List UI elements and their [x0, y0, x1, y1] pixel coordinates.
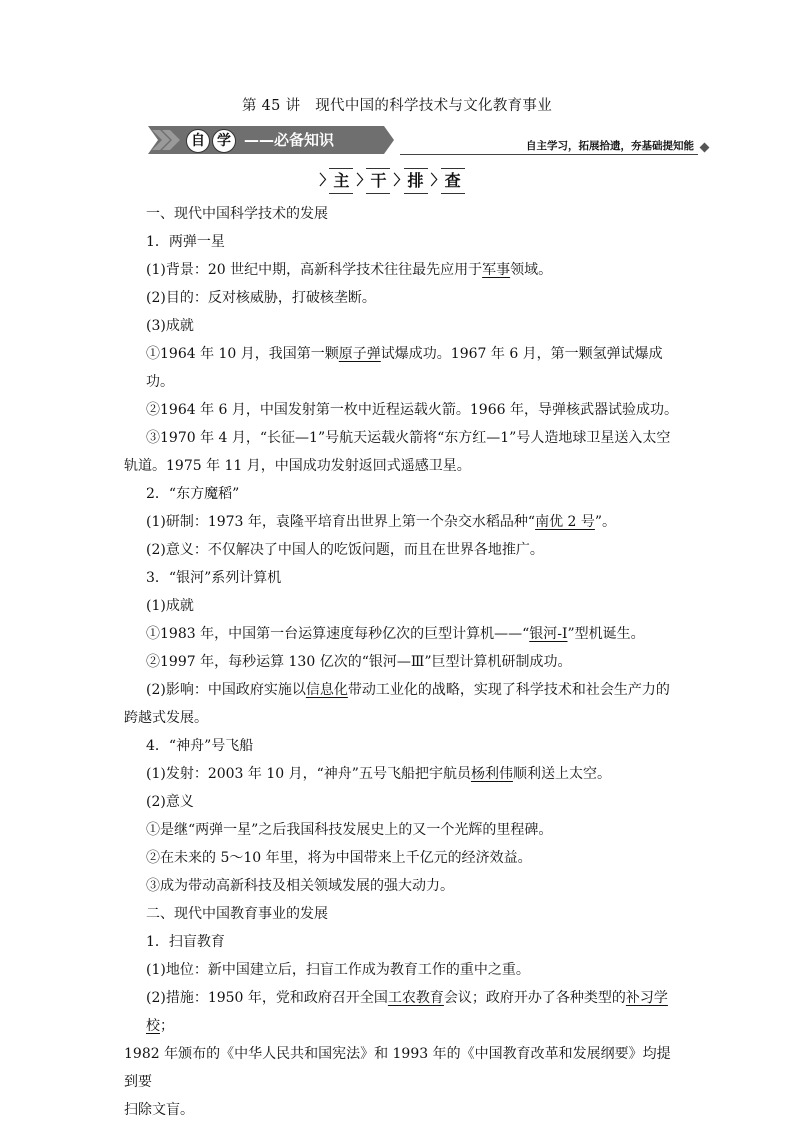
paragraph [124, 620, 684, 648]
paragraph [124, 340, 684, 396]
section-banner [148, 126, 708, 156]
text: 带动工业化的战略，实现了科学技术和社会生产力的 [347, 682, 670, 698]
underlined-term: 军事 [482, 262, 511, 278]
text: ”。 [594, 514, 617, 530]
underlined-term: 南优 2 号 [535, 514, 595, 530]
text: (1)研制：1973 年，袁隆平培育出世界上第一个杂交水稻品种“ [146, 514, 536, 530]
paragraph [124, 256, 684, 284]
paragraph [124, 676, 684, 704]
text: (1)发射：2003 年 10 月，“神舟”五号飞船把宇航员 [146, 766, 471, 782]
section-header-char: 〉 干 [366, 168, 390, 194]
paragraph [124, 984, 684, 1040]
paragraph [124, 508, 684, 536]
paragraph: 跨越式发展。 [124, 710, 208, 726]
paragraph: ②1997 年，每秒运算 130 亿次的“银河—Ⅲ”巨型计算机研制成功。 [146, 654, 572, 670]
subsection-title: 4．“神舟”号飞船 [146, 738, 254, 754]
banner-char-badge: 学 [212, 129, 236, 153]
text: ①1983 年，中国第一台运算速度每秒亿次的巨型计算机——“ [146, 626, 530, 642]
underlined-term: 银河-Ⅰ [529, 626, 568, 642]
subsection-title: 2．“东方魔稻” [146, 486, 240, 502]
subsection-title: 3．“银河”系列计算机 [146, 570, 282, 586]
page-title: 第 45 讲 现代中国的科学技术与文化教育事业 [241, 98, 553, 114]
section-header [0, 168, 794, 194]
paragraph: (1)地位：新中国建立后，扫盲工作成为教育工作的重中之重。 [146, 962, 530, 978]
paragraph: (3)成就 [146, 318, 194, 334]
text: ①1964 年 10 月，我国第一颗 [146, 346, 339, 362]
paragraph: 轨道。1975 年 11 月，中国成功发射返回式遥感卫星。 [124, 458, 471, 474]
banner-divider [400, 154, 698, 155]
section-header-char: 〉 查 [441, 168, 465, 194]
diamond-icon [700, 143, 710, 153]
subsection-title: 1．扫盲教育 [146, 934, 225, 950]
paragraph: (2)目的：反对核威胁，打破核垄断。 [146, 290, 376, 306]
text: (2)措施：1950 年，党和政府召开全国 [146, 990, 388, 1006]
paragraph: ②1964 年 6 月，中国发射第一枚中近程运载火箭。1966 年，导弹核武器试验成功。 [146, 402, 678, 418]
paragraph: (2)意义 [146, 794, 194, 810]
text: 试爆成功。1967 年 6 月，第一颗氢弹试爆成功。 [146, 346, 663, 390]
banner-subtitle: ——必备知识 [244, 131, 335, 149]
underlined-term: 信息化 [305, 682, 348, 698]
text: (1)背景：20 世纪中期，高新科学技术往往最先应用于 [146, 262, 483, 278]
document-body [124, 200, 684, 1124]
banner-right-text: 自主学习，拓展拾遗，夯基础提知能 [526, 140, 694, 152]
underlined-term: 工农教育 [387, 990, 444, 1006]
underlined-term: 杨利伟 [470, 766, 513, 782]
paragraph [124, 760, 684, 788]
paragraph: 扫除文盲。 [124, 1102, 194, 1118]
text: ； [160, 1018, 174, 1034]
text: 领域。 [510, 262, 553, 278]
section-header-char: 〉 排 [404, 168, 428, 194]
paragraph: (2)意义：不仅解决了中国人的吃饭问题，而且在世界各地推广。 [146, 542, 544, 558]
underlined-term: 补习学校 [146, 990, 668, 1034]
paragraph: (1)成就 [146, 598, 194, 614]
text: 顺利送上太空。 [512, 766, 611, 782]
subsection-title: 1．两弹一星 [146, 234, 225, 250]
paragraph: 1982 年颁布的《中华人民共和国宪法》和 1993 年的《中国教育改革和发展纲要》均提到要 [124, 1046, 671, 1090]
paragraph: ③成为带动高新科技及相关领域发展的强大动力。 [146, 878, 454, 894]
text: ”型机诞生。 [567, 626, 645, 642]
text: (2)影响：中国政府实施以 [146, 682, 306, 698]
section-title: 二、现代中国教育事业的发展 [146, 906, 328, 922]
section-title: 一、现代中国科学技术的发展 [146, 206, 328, 222]
paragraph: ①是继“两弹一星”之后我国科技发展史上的又一个光辉的里程碑。 [146, 822, 553, 838]
underlined-term: 原子弹 [338, 346, 381, 362]
paragraph: ②在未来的 5～10 年里，将为中国带来上千亿元的经济效益。 [146, 850, 532, 866]
section-header-char: 〉 主 [329, 168, 353, 194]
paragraph: ③1970 年 4 月，“长征—1”号航天运载火箭将“东方红—1”号人造地球卫星送入太空 [146, 430, 671, 446]
banner-char-badge: 自 [186, 129, 210, 153]
text: 会议；政府开办了各种类型的 [443, 990, 626, 1006]
